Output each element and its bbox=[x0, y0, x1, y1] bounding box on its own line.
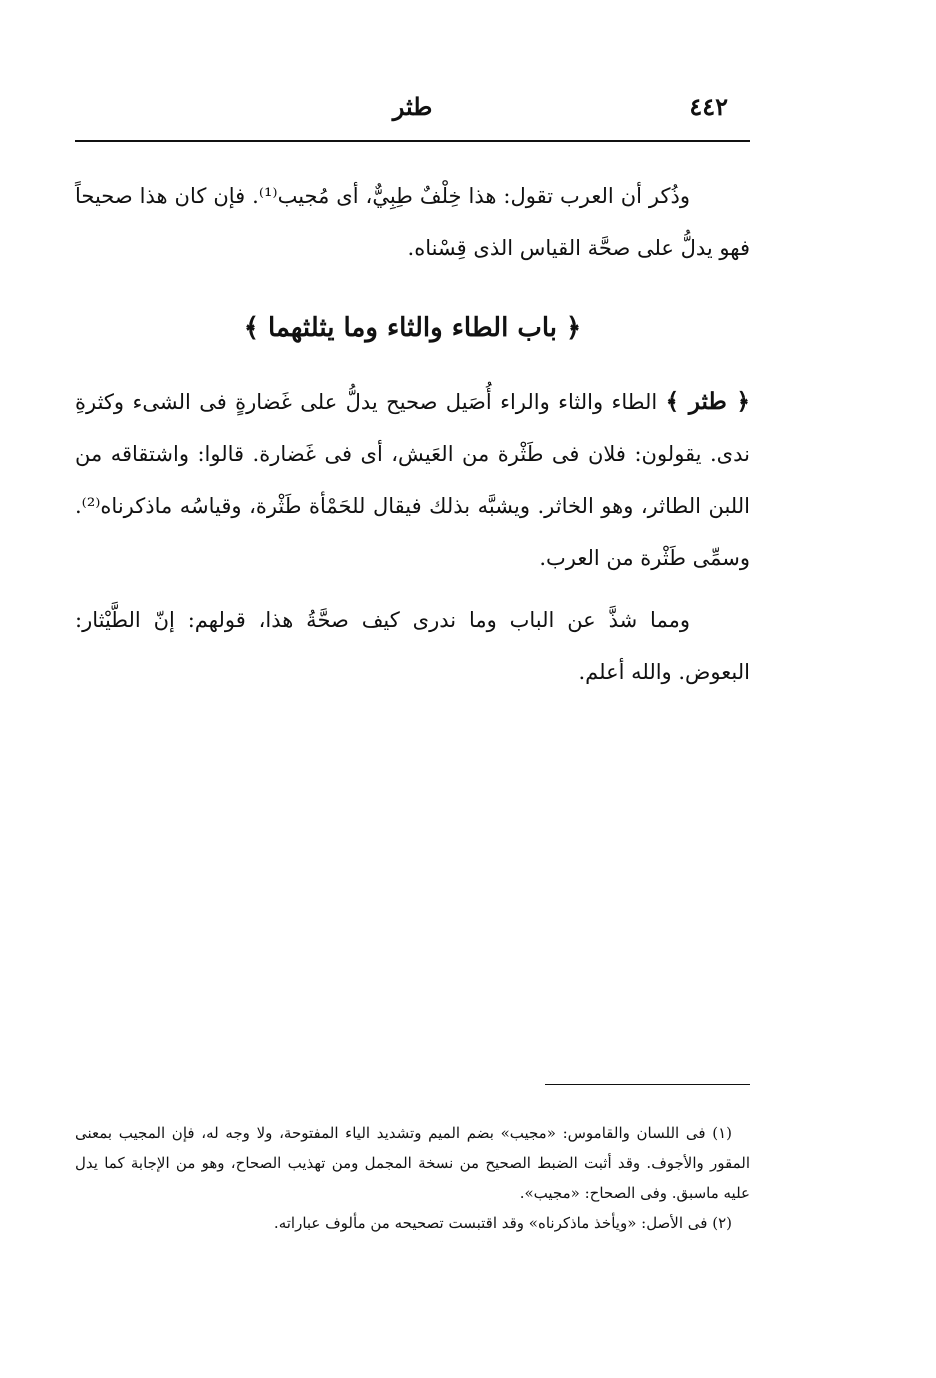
footnote-1: (١) فى اللسان والقاموس: «مجيب» بضم الميم وتشديد الياء المفتوحة، ولا وجه له، فإن المجيب بمعنى المقور والأجوف. وقد أثبت الضبط الصحيح من نسخة المجمل ومن تهذيب الصحاح، وهو من الإجابة كما يدل عليه ماسبق. وفى الصحاح: «مجيب». bbox=[75, 1124, 750, 1202]
main-text bbox=[75, 170, 750, 698]
entry-headword: ﴿ طثر ﴾ bbox=[665, 388, 750, 415]
footnote-2: (٢) فى الأصل: «ويأخذ ماذكرناه» وقد اقتبست تصحيحه من مألوف عباراته. bbox=[273, 1214, 732, 1232]
entry-text: الطاء والثاء والراء أُصَيل صحيح يدلُّ على غَضارةٍ فى الشىء وكثرةِ ندى. يقولون: فلان فى طَثْرة من العَيش، أى فى غَضارة. قالوا: واشتقاقه من اللبن الطاثر، وهو الخاثر. ويشبَّه بذلك فيقال للحَمْأة طَثْرة، وقياسُه ماذكرناه⁽²⁾. وسمِّى طَثْرة من العرب. bbox=[75, 390, 750, 570]
intro-paragraph: وذُكر أن العرب تقول: هذا خِلْفٌ طِبِيٌّ، أى مُجيب⁽¹⁾. فإن كان هذا صحيحاً فهو يدلُّ على صحَّة القياس الذى قِسْناه. bbox=[75, 184, 750, 260]
footnote-rule bbox=[545, 1084, 750, 1085]
running-header bbox=[75, 92, 750, 132]
footnotes bbox=[75, 1118, 750, 1238]
header-rule bbox=[75, 140, 750, 142]
closing-paragraph: ومما شذَّ عن الباب وما ندرى كيف صحَّةُ هذا، قولهم: إنّ الطَّيْثار: البعوض. والله أعلم. bbox=[75, 608, 750, 684]
chapter-heading: ﴿ باب الطاء والثاء وما يثلثهما ﴾ bbox=[243, 313, 582, 343]
page-number: ٤٤٢ bbox=[689, 92, 728, 121]
running-title: طثر bbox=[392, 92, 433, 121]
entry-paragraph bbox=[75, 376, 750, 584]
